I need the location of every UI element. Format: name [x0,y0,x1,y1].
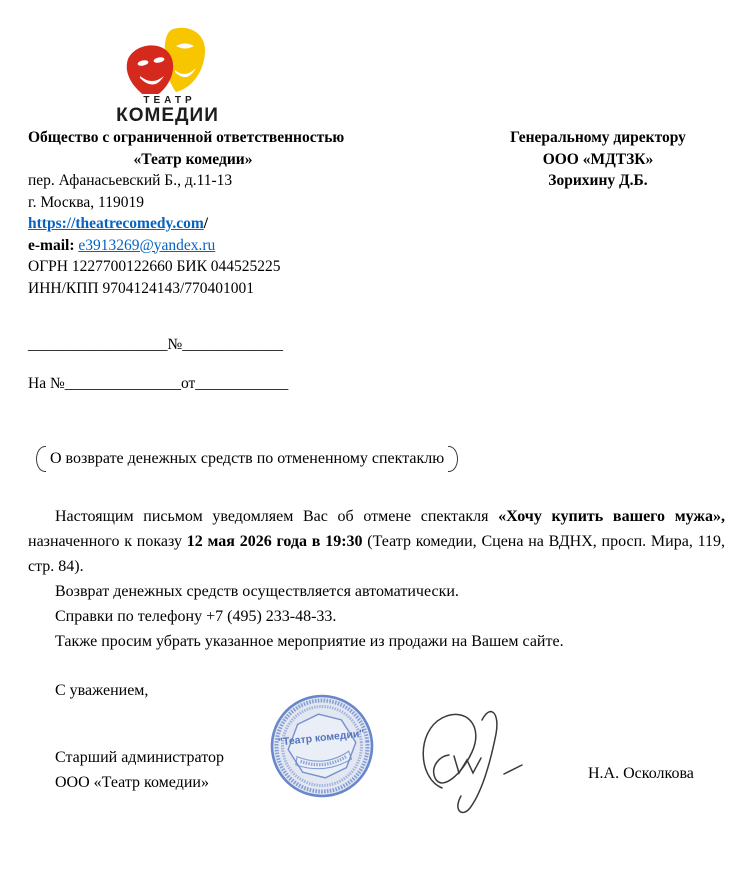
signer-position-block [55,745,224,795]
sender-inn-kpp: ИНН/КПП 9704124143/770401001 [28,279,255,297]
reference-number-line: __________________№_____________ [28,336,284,353]
sender-email-line [28,235,368,257]
sender-ogrn-bik: ОГРН 1227700122660 БИК 044525225 [28,258,281,275]
sender-website-line [28,213,368,235]
email-label: e-mail: [28,236,75,254]
website-link[interactable]: https://theatrecomedy.com [28,215,204,232]
logo-text-teatr: ТЕАТР [143,95,196,106]
show-title: «Хочу купить вашего мужа», [498,508,726,525]
sender-address-2: г. Москва, 119019 [28,193,144,211]
body-paragraph-request: Также просим убрать указанное мероприятие из продажи на Вашем сайте. [55,633,564,650]
email-link[interactable]: e3913269@yandex.ru [78,236,216,254]
logo-text-komedii: КОМЕДИИ [116,105,219,126]
sender-org-name-2: «Театр комедии» [133,150,253,168]
website-slash: / [203,215,209,232]
theater-masks-icon [118,26,218,94]
sender-org-name: Общество с ограниченной ответственностью [28,129,345,146]
company-stamp [268,692,376,805]
letter-body [28,504,725,654]
signer-name: Н.А. Осколкова [588,765,694,782]
stamp-center-text: "Театр комедии" [277,727,365,749]
show-datetime: 12 мая 2026 года в 19:30 [186,533,363,550]
recipient-org: ООО «МДТЗК» [542,150,654,168]
letter-subject: О возврате денежных средств по отмененному спектаклю [36,446,458,472]
recipient-block [468,127,728,192]
theater-logo [105,26,230,127]
sender-address-1: пер. Афанасьевский Б., д.11-13 [28,172,233,189]
body-paragraph-cancellation: Настоящим письмом уведомляем Вас об отмене спектакля «Хочу купить вашего мужа», назначенного к показу 12 мая 2026 года в 19:30 (Театр комедии, Сцена на ВДНХ, просп. Мира, 119, стр. 84). [28,508,726,575]
closing-regards: С уважением, [55,682,149,699]
recipient-title: Генеральному директору [510,129,686,146]
reference-reply-line: На №_______________от____________ [28,375,289,392]
signature-icon [408,698,558,818]
recipient-name: Зорихину Д.Б. [548,172,648,189]
round-seal-icon [268,692,376,800]
body-paragraph-refund: Возврат денежных средств осуществляется автоматически. [55,583,459,600]
signer-position-1: Старший администратор [55,749,225,766]
handwritten-signature [408,698,558,823]
signer-position-2: ООО «Театр комедии» [55,774,209,791]
body-paragraph-phone: Справки по телефону +7 (495) 233-48-33. [55,608,337,625]
sender-block [28,127,368,299]
